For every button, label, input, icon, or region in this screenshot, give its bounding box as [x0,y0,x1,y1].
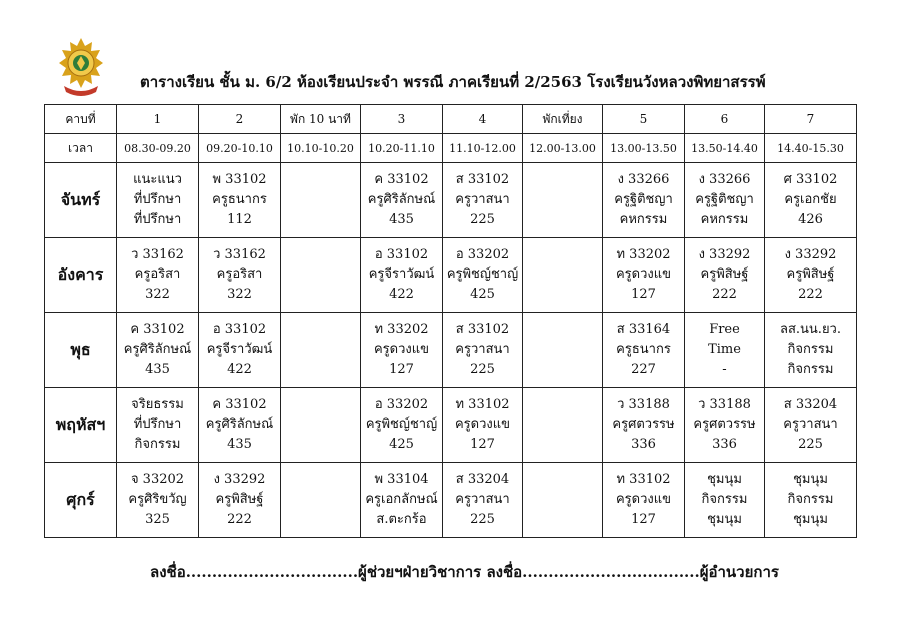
break-cell [281,238,361,313]
time-lunch: 12.00-13.00 [523,134,603,163]
class-cell: ท 33102 ครูดวงแข 127 [443,388,523,463]
lunch-cell [523,388,603,463]
class-cell: จ 33202 ครูศิริขวัญ 325 [117,463,199,538]
class-cell: ท 33202 ครูดวงแข 127 [361,313,443,388]
class-cell: อ 33102 ครูจีราวัฒน์ 422 [199,313,281,388]
time-label: เวลา [45,134,117,163]
class-cell: ท 33102 ครูดวงแข 127 [603,463,685,538]
class-cell: อ 33102 ครูจีราวัฒน์ 422 [361,238,443,313]
day-name: ศุกร์ [45,463,117,538]
lunch-cell [523,463,603,538]
time-break: 10.10-10.20 [281,134,361,163]
class-cell: แนะแนว ที่ปรึกษา ที่ปรึกษา [117,163,199,238]
break-10min: พัก 10 นาที [281,105,361,134]
class-cell: พ 33104 ครูเอกลักษณ์ ส.ตะกร้อ [361,463,443,538]
class-cell: ลส.นน.ยว. กิจกรรม กิจกรรม [765,313,857,388]
day-name: พุธ [45,313,117,388]
period-4: 4 [443,105,523,134]
class-cell: ส 33102 ครูวาสนา 225 [443,163,523,238]
day-row-friday [45,463,857,538]
day-name: พฤหัสฯ [45,388,117,463]
class-cell: ส 33164 ครูธนากร 227 [603,313,685,388]
class-cell: ว 33188 ครูศตวรรษ 336 [603,388,685,463]
class-cell: ว 33162 ครูอริสา 322 [117,238,199,313]
break-cell [281,388,361,463]
class-cell: อ 33202 ครูพิชญ์ชาญ์ 425 [443,238,523,313]
class-cell: อ 33202 ครูพิชญ์ชาญ์ 425 [361,388,443,463]
time-row [45,134,857,163]
class-cell: ส 33204 ครูวาสนา 225 [765,388,857,463]
time-7: 14.40-15.30 [765,134,857,163]
class-cell: ท 33202 ครูดวงแข 127 [603,238,685,313]
break-cell [281,163,361,238]
timetable [44,104,857,538]
time-3: 10.20-11.10 [361,134,443,163]
class-cell: ง 33292 ครูพิสิษฐ์ 222 [199,463,281,538]
class-cell: ง 33292 ครูพิสิษฐ์ 222 [765,238,857,313]
lunch-cell [523,313,603,388]
class-cell: ส 33204 ครูวาสนา 225 [443,463,523,538]
period-7: 7 [765,105,857,134]
period-label: คาบที่ [45,105,117,134]
signature-line: ลงชื่อ.................................ผู้ช่วยฯฝ่ายวิชาการ ลงชื่อ..................................ผู้อำนวยการ [150,563,779,581]
class-cell: พ 33102 ครูธนากร 112 [199,163,281,238]
class-cell: ว 33162 ครูอริสา 322 [199,238,281,313]
day-name: จันทร์ [45,163,117,238]
day-name: อังคาร [45,238,117,313]
lunch-cell [523,163,603,238]
class-cell: ว 33188 ครูศตวรรษ 336 [685,388,765,463]
lunch-cell [523,238,603,313]
period-5: 5 [603,105,685,134]
class-cell: ง 33292 ครูพิสิษฐ์ 222 [685,238,765,313]
day-row-thursday [45,388,857,463]
time-1: 08.30-09.20 [117,134,199,163]
period-2: 2 [199,105,281,134]
time-2: 09.20-10.10 [199,134,281,163]
day-row-tuesday [45,238,857,313]
day-row-wednesday [45,313,857,388]
period-6: 6 [685,105,765,134]
class-cell: Free Time - [685,313,765,388]
break-cell [281,313,361,388]
class-cell: ง 33266 ครูฐิติชญา คหกรรม [685,163,765,238]
break-cell [281,463,361,538]
class-cell: ส 33102 ครูวาสนา 225 [443,313,523,388]
lunch-break: พักเที่ยง [523,105,603,134]
class-cell: ค 33102 ครูศิริลักษณ์ 435 [117,313,199,388]
time-4: 11.10-12.00 [443,134,523,163]
class-cell: จริยธรรม ที่ปรึกษา กิจกรรม [117,388,199,463]
time-5: 13.00-13.50 [603,134,685,163]
period-header-row [45,105,857,134]
day-row-monday [45,163,857,238]
school-emblem-icon [56,36,106,98]
class-cell: ชุมนุม กิจกรรม ชุมนุม [685,463,765,538]
class-cell: ค 33102 ครูศิริลักษณ์ 435 [199,388,281,463]
class-cell: ง 33266 ครูฐิติชญา คหกรรม [603,163,685,238]
class-cell: ชุมนุม กิจกรรม ชุมนุม [765,463,857,538]
class-cell: ศ 33102 ครูเอกชัย 426 [765,163,857,238]
period-3: 3 [361,105,443,134]
period-1: 1 [117,105,199,134]
class-cell: ค 33102 ครูศิริลักษณ์ 435 [361,163,443,238]
page-title: ตารางเรียน ชั้น ม. 6/2 ห้องเรียนประจำ พรรณี ภาคเรียนที่ 2/2563 โรงเรียนวังหลวงพิทยาสรรพ์ [140,73,766,91]
time-6: 13.50-14.40 [685,134,765,163]
